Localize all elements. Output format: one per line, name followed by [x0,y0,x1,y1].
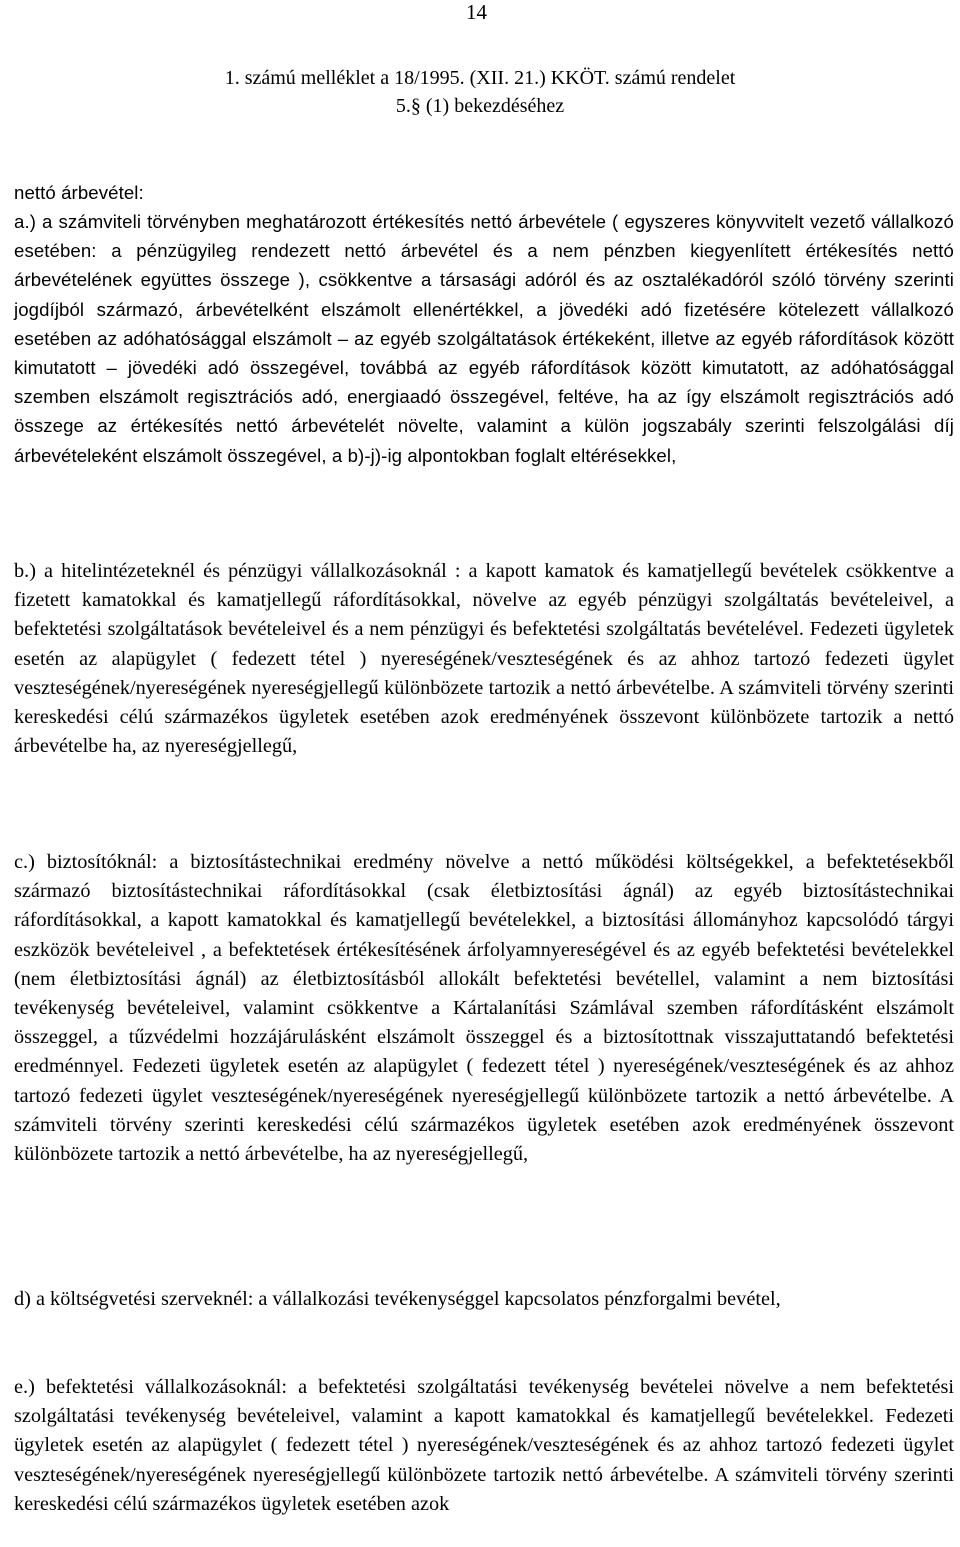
paragraph-a [14,207,954,470]
paragraph-d-text: a költségvetési szerveknél: a vállalkozási tevékenységgel kapcsolatos pénzforgalmi bevétel, [35,1288,781,1310]
paragraph-e-text: befektetési vállalkozásoknál: a befektetési szolgáltatási tevékenység bevételei növelve a nem befektetési szolgáltatási tevékenység bevételeivel, valamint a kapott kamatokkal és kamatjellegű bevételekkel. Fedezeti ügyletek esetén az alapügylet ( fedezett tétel ) nyereségének/veszteségének és az ahhoz tartozó fedezeti ügylet veszteségének/nyereségének nyereségjellegű különbözete tartozik nettó árbevételbe. A számviteli törvény szerinti kereskedési célú származékos ügyletek esetében azok [14,1376,954,1515]
section-title: nettó árbevétel: [14,182,144,203]
paragraph-e-label: e.) [14,1376,35,1398]
paragraph-b [14,557,954,761]
paragraph-e [14,1373,954,1519]
paragraph-c-label: c.) [14,851,35,873]
paragraph-c-text: biztosítóknál: a biztosítástechnikai eredmény növelve a nettó működési költségekkel, a befektetésekből származó biztosítástechnikai ráfordításokkal (csak életbiztosítási ágnál) az egyéb biztosítástechnikai ráfordításokkal, a kapott kamatokkal és kamatjellegű bevételekkel, a biztosítási állományhoz kapcsolódó tárgyi eszközök bevételeivel , a befektetések értékesítésének árfolyamnyereségével és az egyéb befektetési bevételekkel (nem életbiztosítási ágnál) az életbiztosításból allokált befektetési bevétellel, valamint a nem biztosítási tevékenység bevételeivel, valamint csökkentve a Kártalanítási Számlával szemben ráfordításként elszámolt összeggel, a tűzvédelmi hozzájárulásként elszámolt összeggel és a biztosítottnak visszajuttatandó befektetési eredménnyel. Fedezeti ügyletek esetén az alapügylet ( fedezett tétel ) nyereségének/veszteségének és az ahhoz tartozó fedezeti ügylet veszteségének/nyereségének nyereségjellegű különbözete tartozik a nettó árbevételbe. A számviteli törvény szerinti kereskedési célú származékos ügyletek esetében azok eredményének összevont különbözete tartozik a nettó árbevételbe, ha az nyereségjellegű, [14,851,954,1166]
paragraph-b-text: a hitelintézeteknél és pénzügyi vállalkozásoknál : a kapott kamatok és kamatjellegű bevételek csökkentve a fizetett kamatokkal és kamatjellegű ráfordításokkal, növelve az egyéb pénzügyi szolgáltatás bevételeivel, a befektetési szolgáltatások bevételeivel és a nem pénzügyi és befektetési szolgáltatás bevételével. Fedezeti ügyletek esetén az alapügylet ( fedezett tétel ) nyereségének/veszteségének és az ahhoz tartozó fedezeti ügylet veszteségének/nyereségének nyereségjellegű különbözete tartozik a nettó árbevételbe. A számviteli törvény szerinti kereskedési célú származékos ügyletek esetében azok eredményének összevont különbözete tartozik a nettó árbevételbe ha, az nyereségjellegű, [14,560,954,758]
header-line-2: 5.§ (1) bekezdéséhez [395,95,565,117]
paragraph-c [14,848,954,1169]
paragraph-a-text: a számviteli törvényben meghatározott értékesítés nettó árbevétele ( egyszeres könyvvitelt vezető vállalkozó esetében: a pénzügyileg rendezett nettó árbevétel és a nem pénzben kiegyenlített értékesítés nettó árbevételének együttes összege ), csökkentve a társasági adóról és az osztalékadóról szóló törvény szerinti jogdíjból származó, árbevételként elszámolt ellenértékkel, a jövedéki adó fizetésére kötelezett vállalkozó esetében az adóhatósággal elszámolt – az egyéb szolgáltatások értékeként, illetve az egyéb ráfordítások között kimutatott – jövedéki adó összegével, továbbá az egyéb ráfordítások között kimutatott, az adóhatósággal szemben elszámolt regisztrációs adó, energiaadó összegével, feltéve, ha az így elszámolt regisztrációs adó összege az értékesítés nettó árbevételét növelte, valamint a külön jogszabály szerinti felszolgálási díj árbevételeként elszámolt összegével, a b)-j)-ig alpontokban foglalt eltérésekkel, [14,211,954,466]
paragraph-a-label: a.) [14,211,36,232]
paragraph-d [14,1285,954,1314]
page-number: 14 [466,0,487,24]
paragraph-b-label: b.) [14,560,36,582]
paragraph-d-label: d) [14,1288,31,1310]
header-line-1: 1. számú melléklet a 18/1995. (XII. 21.) KKÖT. számú rendelet [224,67,736,89]
document-header [0,64,960,120]
